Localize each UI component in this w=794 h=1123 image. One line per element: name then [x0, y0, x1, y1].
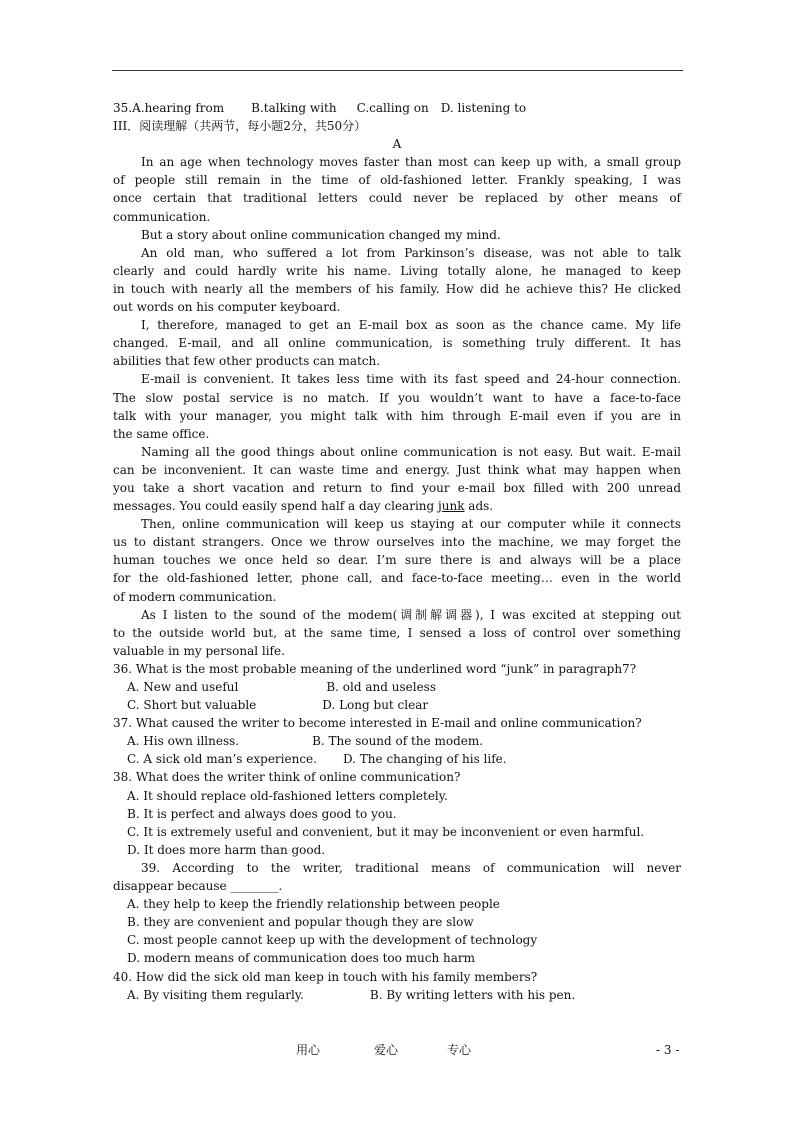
footer-motto-1: 用心	[296, 1043, 321, 1057]
passage-line: can be inconvenient. It can waste time and energy. Just think what may happen when	[113, 462, 681, 477]
passage-line: us to distant strangers. Once we throw ourselves into the machine, we may forget the	[113, 535, 681, 550]
option-c: C. A sick old man’s experience.	[127, 752, 317, 767]
option-d: D. modern means of communication does too much harm	[127, 951, 476, 966]
junk-line-before: messages. You could easily spend half a day clearing	[113, 499, 439, 514]
paragraph-7	[113, 515, 681, 605]
option-a: A. His own illness.	[127, 734, 240, 749]
paragraph-1	[113, 153, 681, 225]
passage-line: talk with your manager, you might talk with him through E-mail even if you are in	[113, 408, 681, 423]
question-37	[113, 714, 681, 768]
passage-line: of people still remain in the time of old-fashioned letter. Frankly speaking, I was	[113, 173, 681, 188]
passage-line: for the old-fashioned letter, phone call, and face-to-face meeting… even in the world	[113, 571, 681, 586]
question-stem-cont: disappear because ________.	[113, 879, 283, 894]
footer-motto-2: 爱心	[374, 1043, 399, 1057]
option-b: B. The sound of the modem.	[312, 734, 484, 749]
page-body	[113, 99, 681, 1004]
passage-line: I, therefore, managed to get an E-mail box as soon as the chance came. My life	[141, 318, 681, 333]
paragraph-5	[113, 370, 681, 442]
question-stem: 37. What caused the writer to become interested in E-mail and online communication?	[113, 716, 642, 731]
question-stem: 39. According to the writer, traditional means of communication will never	[141, 860, 681, 875]
passage-line-junk	[113, 497, 681, 515]
option-a: A. By visiting them regularly.	[127, 987, 304, 1002]
option-d: D. The changing of his life.	[342, 752, 507, 767]
option-b: B. By writing letters with his pen.	[369, 987, 576, 1002]
paragraph-6	[113, 443, 681, 515]
question-38	[113, 768, 681, 858]
option-b: B. they are convenient and popular though they are slow	[127, 915, 474, 930]
passage-label: A	[392, 137, 402, 152]
paragraph-3	[113, 244, 681, 316]
passage-line: The slow postal service is no match. If you wouldn’t want to have a face-to-face	[113, 390, 681, 405]
passage-line: out words on his computer keyboard.	[113, 300, 341, 315]
option-a: A. they help to keep the friendly relationship between people	[127, 897, 500, 912]
paragraph-4	[113, 316, 681, 370]
question-36	[113, 660, 681, 714]
option-a: A. It should replace old-fashioned letters completely.	[127, 788, 448, 803]
passage-line: human touches we once held so dear. I’m sure there is and always will be a place	[113, 553, 681, 568]
passage-line: In an age when technology moves faster than most can keep up with, a small group	[141, 155, 681, 170]
passage-line: in touch with nearly all the members of his family. How did he achieve this? He clicked	[113, 281, 681, 296]
question-stem: 36. What is the most probable meaning of the underlined word “junk” in paragraph7?	[113, 661, 637, 676]
passage-line: abilities that few other products can match.	[113, 354, 381, 369]
option-d: D. It does more harm than good.	[127, 842, 326, 857]
question-40	[113, 968, 681, 1004]
passage-line: to the outside world but, at the same time, I sensed a loss of control over something	[113, 625, 681, 640]
passage-line: valuable in my personal life.	[113, 643, 285, 658]
passage-line: An old man, who suffered a lot from Parkinson’s disease, was not able to talk	[141, 245, 681, 260]
option-d: D. listening to	[440, 101, 527, 115]
passage-line: changed. E-mail, and all online communication, is something truly different. It has	[113, 336, 681, 351]
option-c: C. most people cannot keep up with the development of technology	[127, 933, 538, 948]
passage-line: you take a short vacation and return to find your e-mail box filled with 200 unread	[113, 480, 681, 495]
footer-motto-3: 专心	[447, 1043, 472, 1057]
question-39	[113, 859, 681, 968]
option-c: C.calling on	[356, 101, 429, 115]
page-number: - 3 -	[656, 1043, 680, 1057]
passage-line: the same office.	[113, 426, 210, 441]
passage-line: once certain that traditional letters could never be replaced by other means of	[113, 191, 681, 206]
option-c: C. Short but valuable	[127, 698, 257, 713]
option-a: A. New and useful	[127, 680, 239, 694]
passage-line: communication.	[113, 209, 211, 224]
option-b: B. It is perfect and always does good to you.	[127, 806, 397, 821]
paragraph-2	[113, 226, 681, 244]
option-c: C. It is extremely useful and convenient, but it may be inconvenient or even harmful.	[127, 824, 645, 839]
option-b: B.talking with	[251, 101, 337, 115]
passage-line: clearly and could hardly write his name. Living totally alone, he managed to keep	[113, 263, 681, 278]
option-a: A.hearing from	[132, 101, 225, 115]
paragraph-8	[113, 606, 681, 660]
question-35	[113, 99, 681, 117]
passage-line: Naming all the good things about online communication is not easy. But wait. E-mail	[141, 444, 681, 459]
passage-line: But a story about online communication changed my mind.	[141, 227, 501, 242]
passage-line: Then, online communication will keep us staying at our computer while it connects	[141, 517, 681, 532]
header-rule	[112, 70, 683, 71]
passage-line: As I listen to the sound of the modem(调制解调器), I was excited at stepping out	[141, 607, 681, 622]
junk-line-after: ads.	[464, 499, 494, 514]
option-b: B. old and useless	[326, 680, 436, 694]
section-title: III．阅读理解（共两节，每小题2分，共50分）	[113, 119, 367, 134]
underlined-word-junk: junk	[438, 499, 465, 514]
question-stem: 38. What does the writer think of online communication?	[113, 770, 461, 785]
passage-line: E-mail is convenient. It takes less time with its fast speed and 24-hour connection.	[141, 372, 681, 387]
passage-line: of modern communication.	[113, 589, 277, 604]
question-number: 35.	[113, 101, 133, 115]
question-stem: 40. How did the sick old man keep in touch with his family members?	[113, 969, 538, 984]
option-d: D. Long but clear	[322, 698, 429, 713]
